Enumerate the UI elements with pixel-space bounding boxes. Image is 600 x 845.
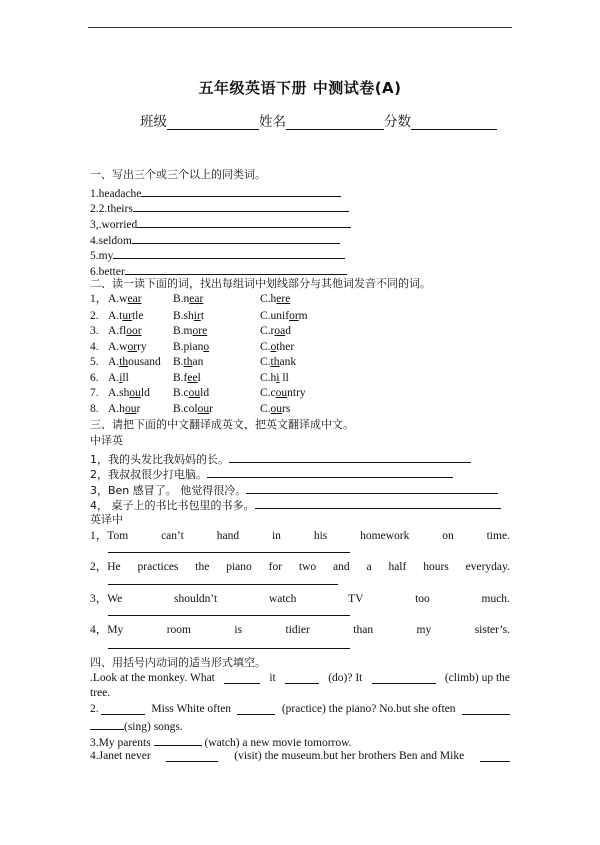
- option-b[interactable]: B.shirt: [173, 310, 205, 322]
- answer-blank[interactable]: [237, 702, 275, 715]
- option-b[interactable]: B.feel: [173, 372, 201, 384]
- sec1-item: 2.2.theirs: [90, 199, 349, 216]
- answer-blank[interactable]: [90, 717, 124, 730]
- sec1-item: 6.better: [90, 262, 347, 279]
- answer-blank[interactable]: [246, 481, 498, 494]
- sec4-q3: 3.My parents (watch) a new movie tomorrow.: [90, 733, 352, 750]
- sec1-item: 1.headache: [90, 184, 341, 201]
- answer-blank[interactable]: [101, 702, 145, 715]
- name-field[interactable]: [286, 113, 384, 130]
- en-item: 4，My room is tidier than my sister’s.: [90, 624, 510, 636]
- answer-blank[interactable]: [285, 671, 319, 684]
- option-c[interactable]: C.here: [260, 293, 291, 305]
- answer-blank[interactable]: [372, 671, 436, 684]
- answer-blank[interactable]: [255, 496, 501, 509]
- option-b[interactable]: B.colour: [173, 403, 213, 415]
- zh-item: 1，我的头发比我妈妈的长。: [90, 450, 471, 467]
- section2-heading: 二、读一读下面的词，找出每组词中划线部分与其他词发音不同的词。: [90, 277, 431, 290]
- en-item: 3，We shouldn’t watch TV too much.: [90, 593, 510, 605]
- answer-blank[interactable]: [462, 702, 510, 715]
- zh-item: 4， 桌子上的书比书包里的书多。: [90, 496, 501, 513]
- phonics-row: [90, 292, 291, 306]
- answer-blank[interactable]: [141, 184, 341, 197]
- option-a[interactable]: A.worry: [108, 341, 147, 353]
- row-number: 8.: [90, 403, 99, 415]
- option-a[interactable]: A.turtle: [108, 310, 144, 322]
- sec4-q1-cont: tree.: [90, 687, 111, 699]
- option-b[interactable]: B.near: [173, 293, 204, 305]
- answer-blank[interactable]: [125, 262, 347, 275]
- option-a[interactable]: A.should: [108, 387, 150, 399]
- option-a[interactable]: A.floor: [108, 325, 142, 337]
- zh-en-label: 中译英: [90, 434, 123, 447]
- zh-item: 2，我叔叔很少打电脑。: [90, 465, 453, 482]
- phonics-row: [90, 340, 295, 354]
- option-a[interactable]: A.thousand: [108, 356, 161, 368]
- answer-blank[interactable]: [480, 749, 510, 762]
- phonics-row: [90, 371, 289, 385]
- row-number: 1，: [90, 293, 108, 305]
- answer-blank[interactable]: [166, 749, 218, 762]
- option-b[interactable]: B.than: [173, 356, 204, 368]
- option-c[interactable]: C.uniform: [260, 310, 308, 322]
- score-field[interactable]: [411, 113, 497, 130]
- answer-blank[interactable]: [108, 648, 350, 649]
- row-number: 4.: [90, 341, 99, 353]
- answer-blank[interactable]: [133, 199, 349, 212]
- top-rule: [88, 27, 512, 28]
- option-b[interactable]: B.could: [173, 387, 210, 399]
- phonics-row: [90, 402, 291, 416]
- page-title: 五年级英语下册 中测试卷(A): [198, 79, 402, 97]
- option-c[interactable]: C.hi ll: [260, 372, 289, 384]
- score-label: 分数: [384, 114, 411, 130]
- name-label: 姓名: [259, 114, 286, 130]
- sec1-item: 3,.worried: [90, 215, 351, 232]
- row-number: 3.: [90, 325, 99, 337]
- class-field[interactable]: [167, 113, 259, 130]
- row-number: 2.: [90, 310, 99, 322]
- sec1-item: 5.my: [90, 246, 345, 263]
- sec4-q4: 4.Janet never (visit) the museum.but her brothers Ben and Mike: [90, 749, 510, 763]
- student-info: [140, 110, 497, 130]
- sec4-q2-cont: (sing) songs.: [90, 717, 183, 734]
- sec4-q1: .Look at the monkey. What it (do)? It (climb) up the: [90, 672, 510, 684]
- option-c[interactable]: C.country: [260, 387, 306, 399]
- answer-blank[interactable]: [113, 246, 345, 259]
- en-zh-label: 英译中: [90, 513, 123, 526]
- phonics-row: [90, 309, 308, 323]
- zh-item: 3，Ben 感冒了。 他觉得很冷。: [90, 481, 498, 498]
- option-c[interactable]: C.ours: [260, 403, 291, 415]
- phonics-row: [90, 355, 297, 369]
- section1-heading: 一、写出三个或三个以上的同类词。: [90, 168, 266, 181]
- option-c[interactable]: C.road: [260, 325, 291, 337]
- option-c[interactable]: C.other: [260, 341, 295, 353]
- answer-blank[interactable]: [137, 215, 351, 228]
- row-number: 6.: [90, 372, 99, 384]
- class-label: 班级: [140, 114, 167, 130]
- answer-blank[interactable]: [108, 615, 350, 616]
- section3-heading: 三、请把下面的中文翻译成英文，把英文翻译成中文。: [90, 418, 354, 431]
- en-item: 2，He practices the piano for two and a half hours everyday.: [90, 561, 510, 573]
- answer-blank[interactable]: [132, 231, 340, 244]
- answer-blank[interactable]: [108, 552, 350, 553]
- section4-heading: 四、用括号内动词的适当形式填空。: [90, 656, 266, 669]
- option-a[interactable]: A.wear: [108, 293, 142, 305]
- phonics-row: [90, 324, 291, 338]
- option-c[interactable]: C.thank: [260, 356, 297, 368]
- sec1-item: 4.seldom: [90, 231, 340, 248]
- row-number: 5.: [90, 356, 99, 368]
- row-number: 7.: [90, 387, 99, 399]
- option-b[interactable]: B.more: [173, 325, 208, 337]
- sec4-q2: 2. Miss White often (practice) the piano? No.but she often: [90, 702, 510, 716]
- answer-blank[interactable]: [224, 671, 260, 684]
- option-a[interactable]: A.ill: [108, 372, 129, 384]
- option-a[interactable]: A.hour: [108, 403, 141, 415]
- answer-blank[interactable]: [154, 733, 202, 746]
- option-b[interactable]: B.piano: [173, 341, 210, 353]
- answer-blank[interactable]: [207, 465, 453, 478]
- en-item: 1，Tom can’t hand in his homework on time.: [90, 530, 510, 542]
- phonics-row: [90, 386, 306, 400]
- answer-blank[interactable]: [229, 450, 471, 463]
- answer-blank[interactable]: [108, 584, 338, 585]
